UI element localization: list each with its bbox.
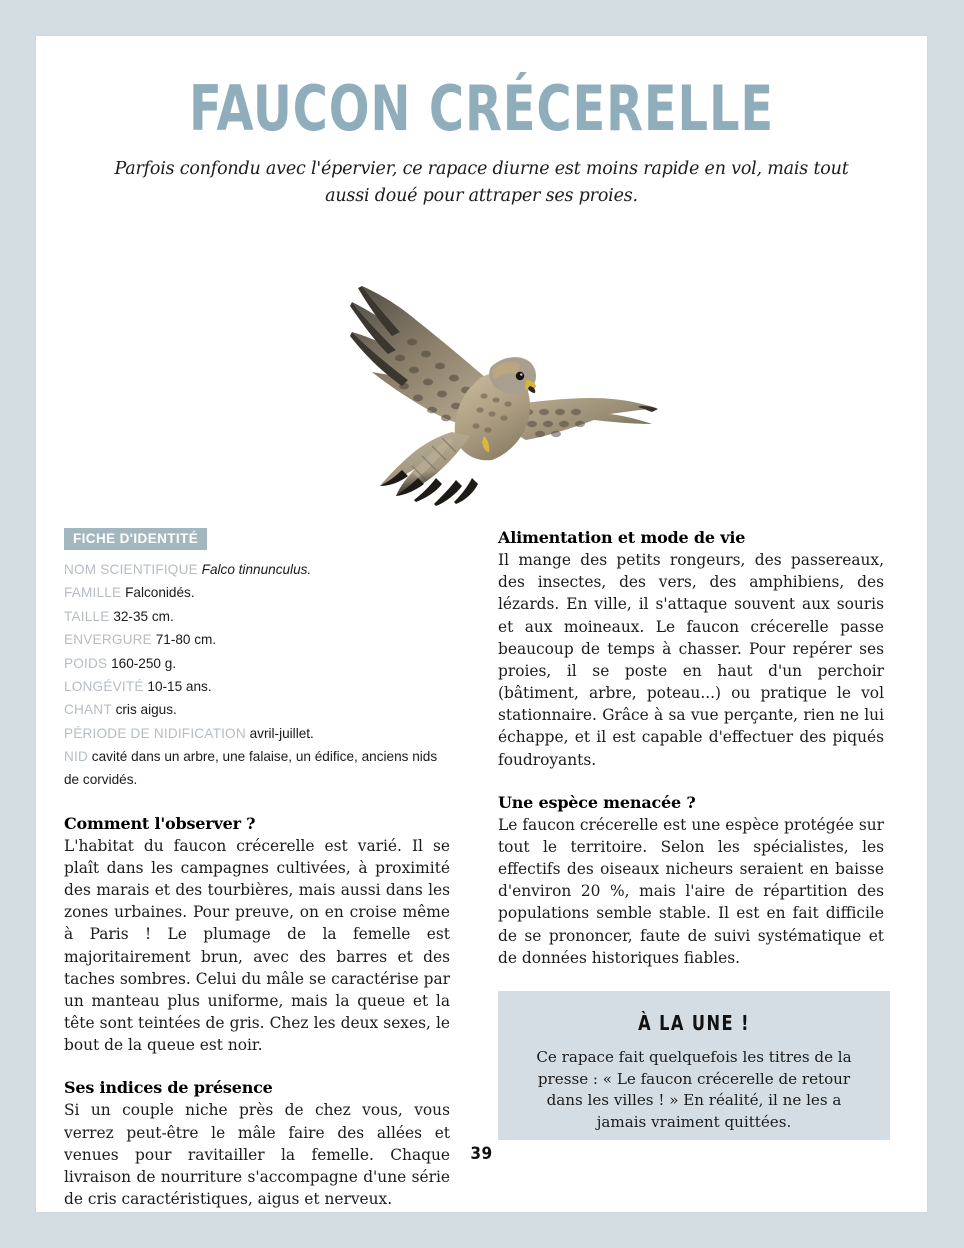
right-column bbox=[498, 528, 884, 969]
section-heading: Ses indices de présence bbox=[64, 1078, 273, 1098]
identity-row-poids bbox=[64, 652, 450, 675]
identity-value: 71-80 cm. bbox=[155, 632, 217, 648]
highlight-box-title: À LA UNE ! bbox=[638, 1011, 750, 1035]
identity-value: cavité dans un arbre, une falaise, un édifice, anciens nids de corvidés. bbox=[64, 749, 438, 788]
identity-label: POIDS bbox=[64, 655, 108, 671]
identity-label: ENVERGURE bbox=[64, 632, 152, 648]
identity-value: Falconidés. bbox=[125, 585, 195, 601]
identity-row-taille bbox=[64, 605, 450, 628]
identity-value: avril-juillet. bbox=[249, 725, 314, 741]
title-block bbox=[36, 72, 927, 210]
identity-value: Falco tinnunculus. bbox=[201, 562, 312, 577]
section-alimentation-et-mode-de-vie bbox=[498, 528, 884, 771]
identity-row-periode-de-nidification bbox=[64, 722, 450, 745]
identity-label: PÉRIODE DE NIDIFICATION bbox=[64, 725, 246, 741]
identity-row-longevite bbox=[64, 675, 450, 698]
section-heading: Une espèce menacée ? bbox=[498, 792, 696, 812]
identity-card-badge: FICHE D'IDENTITÉ bbox=[64, 528, 207, 550]
page-title: FAUCON CRÉCERELLE bbox=[188, 72, 775, 145]
identity-value: 32-35 cm. bbox=[113, 608, 174, 624]
paragraph: L'habitat du faucon crécerelle est varié. Il se plaît dans les campagnes cultivées, à proximité des marais et des tourbières, mais aussi dans les zones urbaines. Pour preuve, on en croise même à Paris ! Le plumage de la femelle est majoritairement brun, avec des barres et des taches sombres. Celui du mâle se caractérise par un manteau plus uniforme, mais la queue et la tête sont teintées de gris. Chez les deux sexes, le bout de la queue est noir. bbox=[64, 836, 450, 1055]
paragraph: Le faucon crécerelle est une espèce protégée sur tout le territoire. Selon les spécialistes, les effectifs des oiseaux nicheurs seraient en baisse d'environ 20 %, mais l'aire de répartition des populations semble stable. Il est en fait difficile de se prononcer, faute de suivi systématique et de données historiques fiables. bbox=[498, 815, 884, 967]
kestrel-in-flight-photo bbox=[304, 240, 684, 518]
page-subtitle: Parfois confondu avec l'épervier, ce rapace diurne est moins rapide en vol, mais tout aussi doué pour attraper ses proies. bbox=[114, 159, 849, 207]
page-sheet bbox=[36, 36, 927, 1212]
identity-row-nid bbox=[64, 745, 450, 792]
identity-row-envergure bbox=[64, 628, 450, 651]
page-number: 39 bbox=[470, 1144, 493, 1164]
identity-row-nom-scientifique bbox=[64, 558, 450, 581]
paragraph: Il mange des petits rongeurs, des passereaux, des insectes, des vers, des amphibiens, des lézards. En ville, il s'attaque souvent aux souris et aux moineaux. Le faucon crécerelle passe beaucoup de temps à chasser. Pour repérer ses proies, il se poste en haut d'un perchoir (bâtiment, arbre, poteau...) ou pratique le vol stationnaire. Grâce à sa vue perçante, rien ne lui échappe, et il est capable d'effectuer des piqués foudroyants. bbox=[498, 551, 884, 769]
identity-card bbox=[64, 528, 450, 792]
identity-label: FAMILLE bbox=[64, 585, 122, 601]
identity-value: 10-15 ans. bbox=[147, 678, 212, 694]
identity-card-list bbox=[64, 558, 450, 792]
section-heading: Alimentation et mode de vie bbox=[498, 528, 746, 547]
section-body bbox=[498, 814, 884, 969]
highlight-box-a-la-une bbox=[498, 991, 890, 1140]
section-une-espece-menacee bbox=[498, 793, 884, 969]
section-heading: Comment l'observer ? bbox=[64, 813, 256, 833]
left-column bbox=[64, 528, 450, 1210]
highlight-box-text: Ce rapace fait quelquefois les titres de la presse : « Le faucon crécerelle de retour dans les villes ! » En réalité, il ne les a jamais vraiment quittées. bbox=[536, 1048, 852, 1132]
identity-row-chant bbox=[64, 698, 450, 721]
identity-row-famille bbox=[64, 581, 450, 604]
identity-label: CHANT bbox=[64, 702, 112, 718]
section-body bbox=[64, 835, 450, 1057]
identity-label: NOM SCIENTIFIQUE bbox=[64, 562, 198, 577]
identity-value: 160-250 g. bbox=[111, 655, 177, 671]
section-body bbox=[498, 549, 884, 771]
paragraph: Si un couple niche près de chez vous, vous verrez peut-être le mâle faire des allées et venues pour ravitailler la femelle. Chaque livraison de nourriture s'accompagne d'une série de cris caractéristiques, aigus et nerveux. bbox=[64, 1101, 450, 1209]
identity-label: LONGÉVITÉ bbox=[64, 678, 144, 694]
identity-label: TAILLE bbox=[64, 608, 110, 624]
section-comment-observer bbox=[64, 814, 450, 1057]
identity-label: NID bbox=[64, 749, 89, 764]
identity-value: cris aigus. bbox=[115, 702, 177, 718]
